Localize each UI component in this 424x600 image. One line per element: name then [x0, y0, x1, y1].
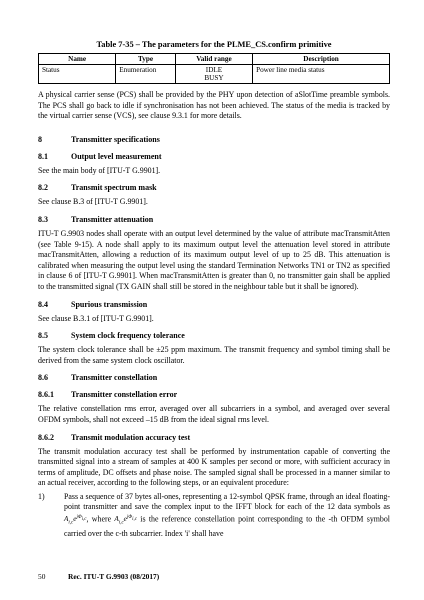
section-number: 8.3 — [38, 214, 48, 224]
math-subscript: i,c — [81, 517, 87, 523]
math-superscript: jΦ — [126, 515, 133, 521]
table-header: Type — [116, 54, 176, 65]
page-footer — [38, 572, 159, 581]
table-header: Name — [39, 54, 116, 65]
math-expression — [114, 515, 137, 526]
section-heading — [38, 390, 390, 400]
section-number: 8.5 — [38, 331, 48, 341]
section-number: 8 — [38, 134, 42, 144]
section-title: Transmitter specifications — [71, 134, 160, 144]
math-symbol: e — [73, 515, 77, 524]
section-number: 8.4 — [38, 299, 48, 309]
math-symbol: e — [123, 515, 127, 524]
list-text-part: is the reference constellation point corresponding to the -th OFDM symbol carried over the c-th subcarrier. Index 'i' shall have — [64, 514, 390, 539]
section-title: Transmit spectrum mask — [71, 183, 157, 193]
math-subscript: i,c — [118, 520, 124, 526]
section-number: 8.2 — [38, 183, 48, 193]
section-heading — [38, 183, 390, 193]
list-number: 1) — [38, 491, 45, 501]
section-number: 8.1 — [38, 151, 48, 161]
paragraph: The transmit modulation accuracy test shall be performed by instrumentation capable of converting the transmitted signal into a stream of samples at 400 K samples per second or more, with sufficient accuracy in terms of amplitude, DC offsets and phase noise. The sampled signal shall be processed in a manner similar to an actual receiver, according to the following steps, or an equivalent procedure: — [38, 446, 390, 488]
section-title: System clock frequency tolerance — [71, 331, 185, 341]
paragraph: The relative constellation rms error, averaged over all subcarriers in a symbol, and averaged over several OFDM symbols, shall not exceed –15 dB from the ideal signal rms level. — [38, 404, 390, 424]
table-caption: Table 7-35 – The parameters for the PLME_CS.confirm primitive — [96, 40, 332, 49]
range-value: IDLE — [205, 66, 223, 74]
section-heading — [38, 152, 390, 162]
range-value: BUSY — [204, 74, 224, 82]
section-heading — [38, 433, 390, 443]
section-heading — [38, 135, 390, 145]
list-text-part: Pass a sequence of 37 bytes all-ones, representing a 12-symbol QPSK frame, through an ideal floating-point transmitter and save the complex input to the IFFT block for each of the 12 data symbols as — [64, 491, 390, 512]
math-subscript: i,c — [68, 520, 74, 526]
list-text — [64, 492, 390, 540]
list-text-part: , where — [86, 514, 112, 524]
paragraph: ITU-T G.9903 nodes shall operate with an output level determined by the value of attribute macTransmitAtten (see Table 9-15). A node shall apply to its maximum output level the attenuation level stored in attribute macTransmitAtten, allowing a reduction of its maximum output level of up to 25 dB. This attenuation is calibrated when measuring the output level using the standard Termination Networks TN1 or TN2 as specified in clause 6 of [ITU-T G.9901]. When macTransmitAtten is greater than 0, no transmitter gain shall be applied to the transmitted signal (TX GAIN shall still be stored in the neighbour table but it shall be ignored). — [38, 228, 390, 291]
section-title: Transmit modulation accuracy test — [71, 432, 191, 442]
section-title: Spurious transmission — [71, 299, 148, 309]
section-heading — [38, 331, 390, 341]
section-title: Output level measurement — [71, 151, 162, 161]
table-header-row — [39, 54, 390, 65]
parameters-table — [38, 53, 390, 84]
section-number: 8.6.2 — [38, 432, 54, 442]
paragraph: The system clock tolerance shall be ±25 ppm maximum. The transmit frequency and symbol timing shall be derived from the same system clock oscillator. — [38, 345, 390, 365]
paragraph: See the main body of [ITU-T G.9901]. — [38, 165, 161, 175]
paragraph: A physical carrier sense (PCS) shall be provided by the PHY upon detection of aSlotTime preamble symbols. The PCS shall go back to idle if synchronisation has not been achieved. The status of the media is tracked by the virtual carrier sense (VCS), see clause 9.3.1 for more details. — [38, 90, 390, 121]
table-header: Valid range — [175, 54, 252, 65]
table-cell — [175, 65, 252, 84]
document-page — [38, 40, 390, 540]
math-superscript: jΦ — [76, 515, 82, 521]
page-number: 50 — [38, 572, 46, 581]
paragraph: See clause B.3.1 of [ITU-T G.9901]. — [38, 313, 154, 323]
table-cell: Status — [39, 65, 116, 84]
section-number: 8.6.1 — [38, 390, 54, 400]
section-heading — [38, 215, 390, 225]
section-title: Transmitter constellation error — [71, 390, 178, 400]
section-title: Transmitter attenuation — [71, 214, 154, 224]
section-number: 8.6 — [38, 373, 48, 383]
math-expression — [64, 515, 87, 526]
list-item — [38, 492, 390, 540]
math-symbol: A — [64, 515, 69, 524]
footer-title: Rec. ITU-T G.9903 (08/2017) — [68, 572, 160, 581]
section-heading — [38, 300, 390, 310]
math-subscript: i,c — [132, 517, 137, 523]
math-symbol: A — [114, 515, 119, 524]
table-row — [39, 65, 390, 84]
section-title: Transmitter constellation — [71, 373, 158, 383]
section-heading — [38, 373, 390, 383]
paragraph: See clause B.3 of [ITU-T G.9901]. — [38, 197, 148, 207]
table-cell: Enumeration — [116, 65, 176, 84]
table-header: Description — [253, 54, 390, 65]
table-cell: Power line media status — [253, 65, 390, 84]
